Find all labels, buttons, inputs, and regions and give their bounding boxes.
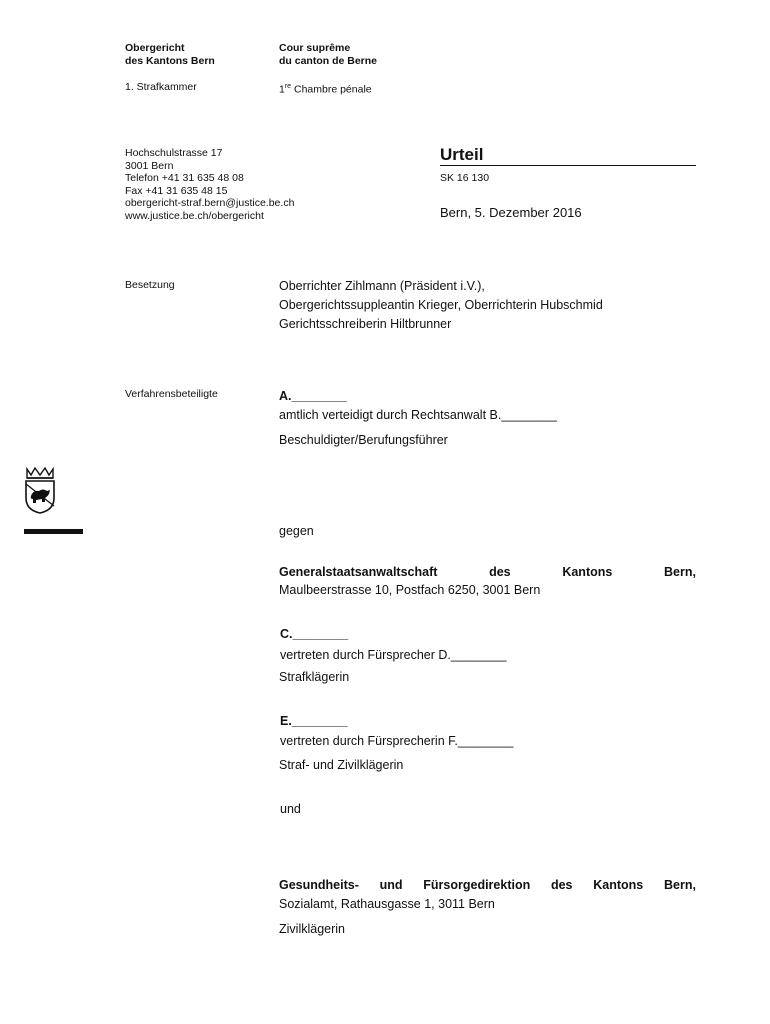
prosecution-name [279, 563, 696, 582]
party-e-representative: vertreten durch Fürsprecherin F.________ [280, 734, 514, 748]
party-e-role: Straf- und Zivilklägerin [279, 758, 404, 772]
address-phone: Telefon +41 31 635 48 08 [125, 172, 244, 184]
prosecution-address: Maulbeerstrasse 10, Postfach 6250, 3001 Bern [279, 583, 541, 597]
address-website[interactable]: www.justice.be.ch/obergericht [125, 209, 264, 222]
prosecution-word: Generalstaatsanwaltschaft [279, 565, 438, 579]
case-number: SK 16 130 [440, 172, 490, 184]
party-a-role: Beschuldigter/Berufungsführer [279, 433, 448, 447]
bench-line-2: Obergerichtssuppleantin Krieger, Oberrichterin Hubschmid [279, 298, 603, 312]
party-a-representative: amtlich verteidigt durch Rechtsanwalt B.________ [279, 408, 557, 422]
health-word: des [550, 878, 573, 892]
court-name-fr-line1: Cour suprême [279, 42, 351, 54]
bern-coat-of-arms-icon [23, 466, 57, 514]
party-e-name: E.________ [280, 714, 348, 728]
prosecution-word: des [489, 565, 511, 579]
court-name-fr [279, 42, 377, 67]
court-name-de-line1: Obergericht [125, 42, 185, 54]
court-name-de [125, 42, 215, 67]
chamber-name-fr: 1re Chambre pénale [279, 83, 372, 96]
health-directorate-role: Zivilklägerin [279, 922, 345, 936]
and-text: und [280, 802, 301, 816]
health-word: Bern, [663, 878, 696, 892]
court-name-de-line2: des Kantons Bern [125, 54, 215, 67]
parties-label: Verfahrensbeteiligte [125, 388, 218, 400]
against-text: gegen [279, 524, 314, 538]
health-word: und [379, 878, 403, 892]
address-street: Hochschulstrasse 17 [125, 147, 223, 159]
court-address [125, 147, 294, 222]
health-word: Kantons [593, 878, 644, 892]
bench-label: Besetzung [125, 279, 175, 291]
bench-line-3: Gerichtsschreiberin Hiltbrunner [279, 317, 452, 331]
bench-line-1: Oberrichter Zihlmann (Präsident i.V.), [279, 279, 485, 293]
health-directorate-name [279, 876, 696, 895]
court-name-fr-line2: du canton de Berne [279, 54, 378, 67]
health-word: Fürsorgedirektion [423, 878, 531, 892]
address-city: 3001 Bern [125, 159, 174, 172]
party-c-name: C.________ [280, 627, 349, 641]
chamber-name-de: 1. Strafkammer [125, 81, 197, 93]
party-c-representative: vertreten durch Fürsprecher D.________ [280, 648, 507, 662]
divider-bar [24, 529, 83, 534]
prosecution-word: Bern, [664, 565, 696, 579]
prosecution-word: Kantons [562, 565, 613, 579]
health-directorate-address: Sozialamt, Rathausgasse 1, 3011 Bern [279, 897, 495, 911]
verdict-date: Bern, 5. Dezember 2016 [440, 205, 582, 220]
party-a-name: A.________ [279, 389, 348, 403]
address-email[interactable]: obergericht-straf.bern@justice.be.ch [125, 197, 295, 209]
address-fax: Fax +41 31 635 48 15 [125, 184, 228, 197]
verdict-title: Urteil [440, 145, 696, 166]
health-word: Gesundheits- [279, 878, 359, 892]
bench-members [279, 277, 603, 334]
party-c-role: Strafklägerin [279, 670, 350, 684]
